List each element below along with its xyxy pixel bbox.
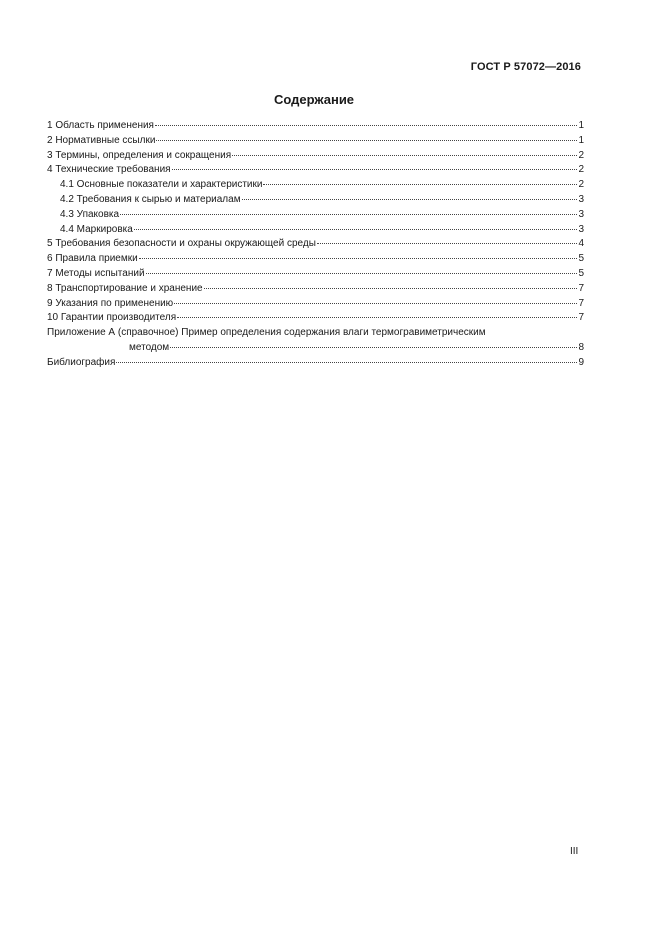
toc-leader-dots <box>204 288 578 289</box>
toc-entry-title: 4.1 Основные показатели и характеристики <box>60 179 263 191</box>
toc-entry[interactable] <box>47 134 584 149</box>
toc-entry-page: 4 <box>578 238 584 250</box>
toc-entry-page: 9 <box>578 356 584 368</box>
toc-subentry[interactable] <box>47 193 584 208</box>
page-number: III <box>570 846 579 857</box>
toc-leader-dots <box>170 347 577 348</box>
toc-entry-page: 3 <box>578 193 584 205</box>
toc-leader-dots <box>242 199 578 200</box>
toc-entry-page: 5 <box>578 253 584 265</box>
toc-entry[interactable] <box>47 267 584 282</box>
toc-entry-page: 1 <box>578 134 584 146</box>
toc-leader-dots <box>317 243 578 244</box>
toc-leader-dots <box>177 317 577 318</box>
toc-entry-page: 3 <box>578 208 584 220</box>
toc-entry-title: 9 Указания по применению <box>47 297 174 309</box>
toc-leader-dots <box>156 140 577 141</box>
document-code-header: ГОСТ Р 57072—2016 <box>470 61 581 73</box>
toc-entry-page: 7 <box>578 312 584 324</box>
toc-appendix-entry-continued[interactable] <box>47 341 584 356</box>
toc-entry[interactable] <box>47 119 584 134</box>
toc-subentry[interactable] <box>47 178 584 193</box>
toc-entry-page: 5 <box>578 267 584 279</box>
toc-leader-dots <box>155 125 577 126</box>
toc-entry-title: 1 Область применения <box>47 120 154 131</box>
toc-subentry[interactable] <box>47 223 584 238</box>
toc-entry-title: 5 Требования безопасности и охраны окружающей среды <box>47 238 316 250</box>
toc-entry-title: 3 Термины, определения и сокращения <box>47 149 232 161</box>
toc-entry-page: 1 <box>578 120 584 131</box>
toc-entry[interactable] <box>47 252 584 267</box>
toc-appendix-entry[interactable] <box>47 326 584 341</box>
toc-entry-title-line1: Приложение А (справочное) Пример определения содержания влаги термогравиметрическим <box>47 327 486 339</box>
toc-entry-title: 4.3 Упаковка <box>60 208 120 220</box>
toc-leader-dots <box>232 155 577 156</box>
toc-leader-dots <box>174 303 577 304</box>
toc-leader-dots <box>263 184 577 185</box>
toc-entry[interactable] <box>47 311 584 326</box>
toc-entry[interactable] <box>47 149 584 164</box>
toc-entry-page: 8 <box>578 341 584 353</box>
toc-leader-dots <box>172 169 578 170</box>
toc-leader-dots <box>146 273 578 274</box>
toc-entry-page: 2 <box>578 179 584 191</box>
toc-entry-title: Библиография <box>47 356 116 368</box>
toc-entry-page: 3 <box>578 223 584 235</box>
toc-leader-dots <box>116 362 577 363</box>
toc-entry-title: 8 Транспортирование и хранение <box>47 282 203 294</box>
toc-entry-title: 7 Методы испытаний <box>47 267 145 279</box>
toc-entry-title: 10 Гарантии производителя <box>47 312 177 324</box>
toc-entry-title: 6 Правила приемки <box>47 253 138 265</box>
page-title: Содержание <box>273 92 355 107</box>
toc-entry-page: 2 <box>578 164 584 176</box>
toc-subentry[interactable] <box>47 208 584 223</box>
toc-entry-page: 7 <box>578 297 584 309</box>
toc-entry[interactable] <box>47 282 584 297</box>
table-of-contents <box>47 119 584 371</box>
toc-entry[interactable] <box>47 297 584 312</box>
toc-entry-title: 2 Нормативные ссылки <box>47 134 156 146</box>
toc-entry-title: 4.2 Требования к сырью и материалам <box>60 193 241 205</box>
toc-entry[interactable] <box>47 163 584 178</box>
toc-entry-title: 4 Технические требования <box>47 164 171 176</box>
toc-entry[interactable] <box>47 237 584 252</box>
toc-leader-dots <box>120 214 577 215</box>
toc-entry[interactable] <box>47 356 584 371</box>
toc-leader-dots <box>134 229 578 230</box>
toc-entry-title: 4.4 Маркировка <box>60 223 133 235</box>
toc-entry-title-line2: методом <box>129 341 170 353</box>
toc-leader-dots <box>139 258 578 259</box>
toc-entry-page: 2 <box>578 149 584 161</box>
toc-entry-page: 7 <box>578 282 584 294</box>
